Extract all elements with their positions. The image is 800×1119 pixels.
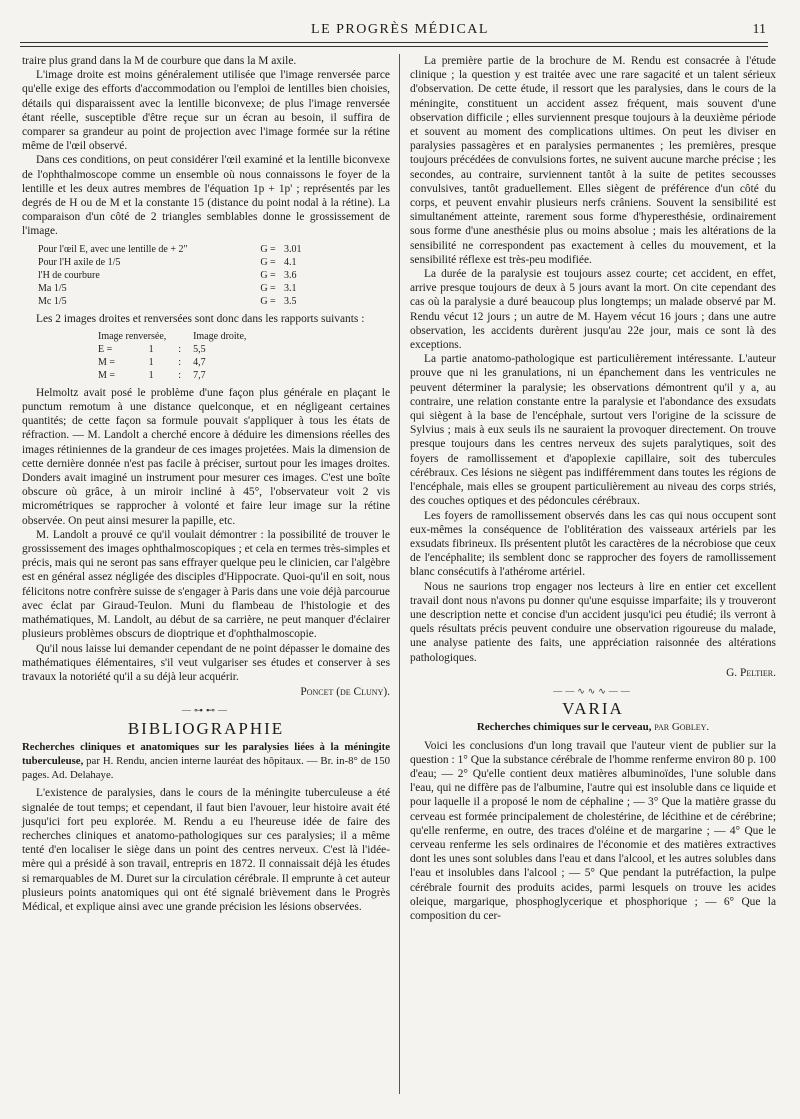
column-header: Image renversée, xyxy=(98,330,167,342)
paragraph: L'image droite est moins généralement utilisée que l'image renversée parce qu'elle exige des efforts d'accommodation ou l'emploi de lentilles bien choisies, détails qui disparaissent avec la lentille biconvexe; de plus l'image renversée étant réelle, susceptible d'être reçue sur un écran au besoin, il suffira de comparer sa grandeur au point de projection avec l'image formée sur la rétine même de l'œil observé. xyxy=(22,69,390,153)
table-cell: : xyxy=(178,343,182,355)
table-cell: G = xyxy=(260,256,276,268)
paragraph: Les foyers de ramollissement observés dans les cas qui nous occupent sont eux-mêmes la conséquence de l'oblitération des vaisseaux artériels par les exsudats fibrineux. Ils présentent plutôt les caractères de la nécrobiose que ceux de l'encéphalite; ils semblent donc se rapprocher des foyers de ramollissement blanc consécutifs à l'athérome artériel. xyxy=(410,509,776,579)
table-row xyxy=(34,282,306,295)
left-column xyxy=(22,54,390,914)
article-heading xyxy=(410,720,776,734)
table-cell: M = xyxy=(98,356,116,368)
table-cell: 3.6 xyxy=(284,269,297,281)
running-header xyxy=(20,22,780,40)
table-row xyxy=(92,369,252,382)
table-cell: Ma 1/5 xyxy=(38,282,67,294)
journal-title: LE PROGRÈS MÉDICAL xyxy=(311,22,489,37)
table-row xyxy=(92,343,252,356)
table-cell: 1 xyxy=(148,369,154,381)
table-cell: M = xyxy=(98,369,116,381)
ornament-divider: ——∿∿∿—— xyxy=(553,685,633,696)
table-cell: 3.5 xyxy=(284,295,297,307)
paragraph: Helmoltz avait posé le problème d'une façon plus générale en plaçant le punctum remotum à une distance quelconque, et en négligeant certaines quantités; de cette façon sa formule pouvait s'appliquer à tous les états de réfraction. — M. Landolt a cherché encore à déduire les dimensions réelles des images rétiniennes de la grandeur de ces images projetées. Mais la dimension de cette dernière donnée n'est pas facile à préciser, surtout pour les images droites. Donders avait imaginé un instrument pour mesurer ces images. C'est une boîte obscure où grâce, à un miroir incliné à 45°, l'observateur voit 2 vis micrométriques se rapprocher à volonté et faire leur image sur la rétine observée. On peut ainsi mesurer la papille, etc. xyxy=(22,386,390,527)
table-cell: G = xyxy=(260,243,276,255)
table-row xyxy=(34,269,306,282)
page-number: 11 xyxy=(752,22,766,37)
table-cell: G = xyxy=(260,295,276,307)
table-cell: 3.01 xyxy=(284,243,302,255)
article-title: Recherches chimiques sur le cerveau, xyxy=(476,721,652,734)
paragraph: Nous ne saurions trop engager nos lecteurs à lire en entier cet excellent travail dont nous n'avons pu donner qu'une esquisse imparfaite; ils y trouveront une description nette et concise d'un accident jusqu'ici peu étudié; ils verront à quels résultats précis peuvent conduire une observation rigoureuse du malade, une analyse patiente des faits, une appréciation raisonnée des altérations pathologiques. xyxy=(410,580,776,664)
table-row xyxy=(92,356,252,369)
paragraph: La durée de la paralysie est toujours assez courte; cet accident, en effet, arrive presque toujours de deux à 5 jours avant la mort. On cite cependant des cas où la paralysie a duré beaucoup plus longtemps; un malade observé par M. Rendu vécut 12 jours ; un autre de M. Hayem vécut 16 jours ; dans une autre observation, les accidents durèrent jusqu'au 22e jour, mais ce sont là des exceptions. xyxy=(410,268,776,352)
table-cell: 1 xyxy=(148,343,154,355)
paragraph: M. Landolt a prouvé ce qu'il voulait démontrer : la possibilité de trouver le grossissement des images ophthalmoscopiques ; et cela en termes très-simples et précis, mais qui ne seront pas sans effrayer quelque peu le clinicien, car l'algèbre est en général assez négligée des disciples d'Hippocrate. Quoi-qu'il en soit, nous félicitons notre confrère suisse de s'engager à Paris dans une voie déjà parcourue avec éclat par Giraud-Teulon. Muni du flambeau de l'histologie et des mathématiques, M. Landolt, au début de sa carrière, ne peut manquer d'éclairer plusieurs problèmes obscurs de dioptrique et d'ophthalmoscopie. xyxy=(22,528,390,641)
author-signature: G. Peltier. xyxy=(726,666,776,679)
section-title-bibliographie: BIBLIOGRAPHIE xyxy=(127,718,285,738)
table-cell: Mc 1/5 xyxy=(38,295,67,307)
paragraph: La partie anatomo-pathologique est particulièrement intéressante. L'auteur prouve que ni les granulations, ni un épanchement dans les ventricules ne peuvent déterminer la paralysie; les observations démontrent qu'il y a, au contraire, une relation constante entre la paralysie et l'abondance des exsudats qui siègent à la base de l'encéphale, surtout vers l'origine de la scissure de Sylvius ; mais à eux seuls ils ne sauraient la provoquer directement. On trouve presque toujours dans les centres nerveux des sujets paralytiques, soit des foyers de ramollissement et d'apoplexie capillaire, soit des tubercules cérébraux. Ces lésions ne siègent pas indifféremment dans toutes les régions de l'encéphale, mais elles se groupent particulièrement au niveau des corps striés, des couches optiques et des pédoncules cérébraux. xyxy=(410,353,776,508)
article-author: par Gobley. xyxy=(654,721,710,734)
ornament-divider: —⊶⊷— xyxy=(182,705,230,716)
paragraph: La première partie de la brochure de M. Rendu est consacrée à l'étude clinique ; la question y est traitée avec une rare sagacité et un talent sérieux d'observation. De cette étude, il ressort que les paralysies, dans le cours de la méningite, constituent un accident assez fréquent, mais souvent d'une observation difficile ; elles surviennent presque toujours à la deuxième période et souvent au moment des complications ultimes. On peut les diviser en paralysies passagères et en paralysies permanentes ; les premières, presque toujours précédées de convulsions fortes, ne suivent aucune marche précise ; les secondes, au contraire, surviennent tantôt à la suite de petites secousses convulsives, tantôt graduellement. Elles siègent de préférence d'un côté du corps, et peuvent envahir plusieurs nerfs crâniens. Souvent la sensibilité est simultanément atteinte, rarement sous forme d'hyperesthésie, ordinairement sous forme d'une anesthésie plus ou moins absolue ; mais les altérations de la sensibilité ne correspondent pas exactement à celles du mouvement, et la sensibilité réflexe est très-peu modifiée. xyxy=(410,55,776,266)
table-cell: 4.1 xyxy=(284,256,297,268)
table-cell: l'H de courbure xyxy=(38,269,100,281)
article-title: Recherches cliniques et anatomiques sur les paralysies liées à la méningite tuberculeuse, xyxy=(22,740,390,767)
table-cell: 1 xyxy=(148,356,154,368)
column-divider xyxy=(399,54,400,1094)
header-rule xyxy=(20,42,768,47)
section-title-varia: VARIA xyxy=(562,699,624,719)
author-signature: Poncet (de Cluny). xyxy=(300,686,390,699)
right-column xyxy=(410,54,776,923)
table-cell: Pour l'H axile de 1/5 xyxy=(38,256,121,268)
table-cell: 3.1 xyxy=(284,282,297,294)
paragraph: Voici les conclusions d'un long travail que l'auteur vient de publier sur la question : 1° Que la substance cérébrale de l'homme renferme environ 80 p. 100 d'eau; — 2° Qu'elle contient deux matières albuminoïdes, l'une soluble dans l'eau, qui ne diffère pas de l'albumine, l'autre qui est insoluble dans ce liquide et pour laquelle il a proposé le nom de céphaline ; — 3° Que la matière grasse du cerveau est formée principalement de cholestérine, de lécithine et de cérébrine; qu'elle renferme, en outre, des traces d'oléine et de margarine ; — 4° Que le cerveau renferme les sels ordinaires de l'économie et des matières extractives dont les unes sont solubles dans l'eau et dans l'alcool, et les autres solubles dans l'eau et insolubles dans l'alcool ; — 5° Que pendant la putréfaction, la pulpe cérébrale fournit des produits acides, parmi lesquels on trouve les acides oleique, margarique, phosphoglycerique et phosphorique ; — 6° Que la composition du cer- xyxy=(410,739,776,922)
article-citation: par H. Rendu, ancien interne lauréat des hôpitaux. — Br. in-8° de 150 pages. Ad. Delahaye. xyxy=(22,754,390,782)
table-cell: : xyxy=(178,356,182,368)
article-heading xyxy=(22,740,390,783)
paragraph: L'existence de paralysies, dans le cours de la méningite tuberculeuse a été signalée de tout temps; et cependant, il faut bien l'avouer, leur histoire avait été jusqu'ici fort peu explorée. M. Rendu a eu l'heureuse idée de faire des recherches cliniques et anatomo-pathologiques sur ces paralysies; il a même tenté d'en localiser le siège dans un point des centres nerveux. C'est là l'idée-mère qui a présidé à son travail, entrepris en 1872. Il connaissait déjà les études si remarquables de M. Duret sur la circulation cérébrale. Il emprunte à cet auteur plusieurs points anatomiques qui ont été signalé brièvement dans le Progrès Médical, et explique ainsi avec une grande précision les lésions observées. xyxy=(22,787,390,913)
paragraph: Qu'il nous laisse lui demander cependant de ne point dépasser le domaine des mathématiques élémentaires, s'il veut vulgariser ses études et conserver à ses travaux la notoriété qu'il a su déjà leur acquérir. xyxy=(22,642,390,683)
ratio-table xyxy=(92,330,252,382)
table-row xyxy=(34,243,306,256)
table-row xyxy=(34,295,306,308)
table-cell: G = xyxy=(260,269,276,281)
table-cell: G = xyxy=(260,282,276,294)
table-cell: 5,5 xyxy=(193,343,206,355)
column-header: Image droite, xyxy=(193,330,247,342)
table-row xyxy=(34,256,306,269)
magnification-table xyxy=(34,243,306,308)
table-cell: E = xyxy=(98,343,113,355)
table-header-row xyxy=(92,330,252,343)
table-cell: 4,7 xyxy=(193,356,206,368)
paragraph: Les 2 images droites et renversées sont donc dans les rapports suivants : xyxy=(36,312,365,325)
paragraph: Dans ces conditions, on peut considérer l'œil examiné et la lentille biconvexe de l'ophthalmoscope comme un ensemble où nous connaissons le foyer de la lentille et les deux autres membres de l'équation 1p + 1p' ; représentés par les degrés de H ou de M et la constante 15 (distance du point nodal à la rétine). La comparaison d'un côté de 2 triangles semblables donne le grossissement de l'image. xyxy=(22,154,390,238)
table-cell: Pour l'œil E, avec une lentille de + 2" xyxy=(38,243,188,255)
table-cell: : xyxy=(178,369,182,381)
table-cell: 7,7 xyxy=(193,369,206,381)
paragraph: traire plus grand dans la M de courbure que dans la M axile. xyxy=(22,55,297,67)
